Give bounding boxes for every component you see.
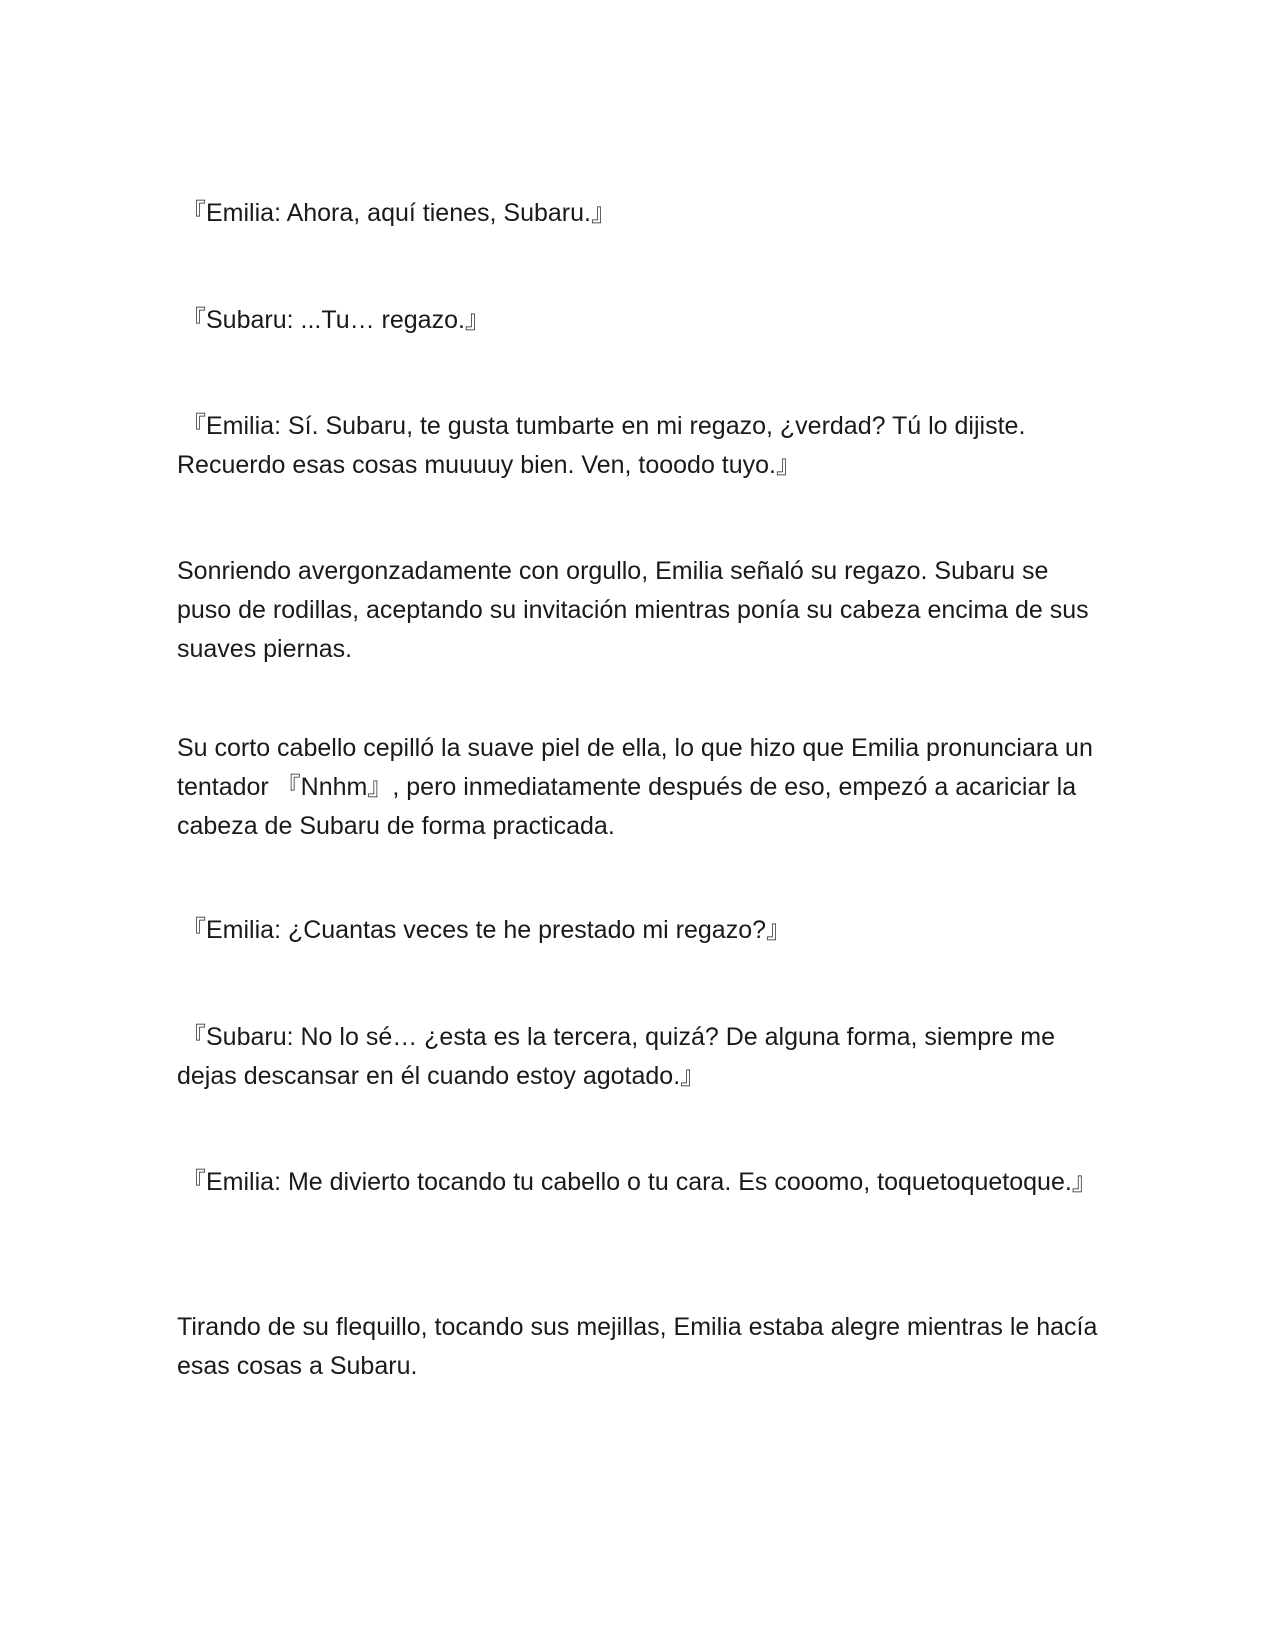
dialogue-emilia-1: 『Emilia: Ahora, aquí tienes, Subaru.』 (181, 199, 616, 227)
dialogue-subaru-1: 『Subaru: ...Tu… regazo.』 (181, 306, 490, 334)
narration-paragraph-1: Sonriendo avergonzadamente con orgullo, Emilia señaló su regazo. Subaru se puso de rodillas, aceptando su invitación mientras ponía su cabeza encima de sus suaves piernas. (177, 557, 1089, 663)
dialogue-emilia-4: 『Emilia: Me divierto tocando tu cabello o tu cara. Es cooomo, toquetoquetoque.』 (181, 1168, 1097, 1196)
dialogue-emilia-2: 『Emilia: Sí. Subaru, te gusta tumbarte en mi regazo, ¿verdad? Tú lo dijiste. Recuerdo esas cosas muuuuy bien. Ven, tooodo tuyo.』 (177, 412, 1026, 479)
dialogue-emilia-3: 『Emilia: ¿Cuantas veces te he prestado mi regazo?』 (181, 916, 791, 944)
narration-paragraph-3: Tirando de su flequillo, tocando sus mejillas, Emilia estaba alegre mientras le hacía esas cosas a Subaru. (177, 1313, 1098, 1380)
dialogue-subaru-2: 『Subaru: No lo sé… ¿esta es la tercera, quizá? De alguna forma, siempre me dejas descansar en él cuando estoy agotado.』 (177, 1023, 1056, 1090)
narration-paragraph-2: Su corto cabello cepilló la suave piel de ella, lo que hizo que Emilia pronunciara un tentador 『Nnhm』, pero inmediatamente después de eso, empezó a acariciar la cabeza de Subaru de forma practicada. (177, 734, 1093, 840)
